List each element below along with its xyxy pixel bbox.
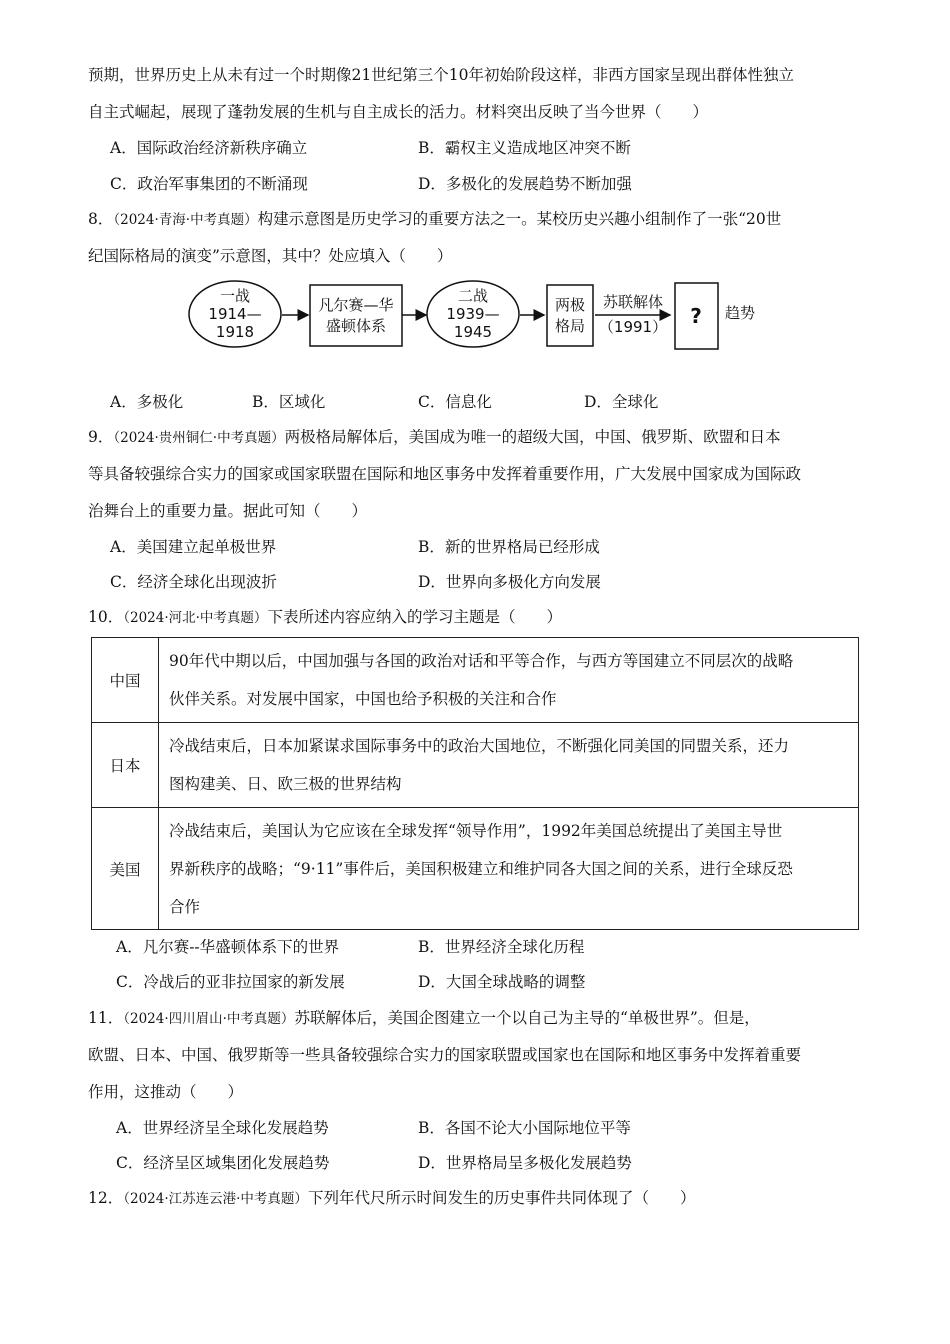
- usa-text-line-3: 合作: [169, 897, 201, 916]
- row-content-japan: [159, 723, 859, 808]
- bipolar-box: [547, 285, 593, 346]
- q8-option-d[interactable]: D．全球化: [584, 393, 659, 411]
- q7-option-b[interactable]: B．霸权主义造成地区冲突不断: [418, 139, 631, 157]
- japan-text-line-1: 冷战结束后，日本加紧谋求国际事务中的政治大国地位，不断强化同美国的同盟关系，还力: [169, 737, 790, 755]
- q9-option-c[interactable]: C．经济全球化出现波折: [110, 573, 277, 591]
- q9-option-d[interactable]: D．世界向多极化方向发展: [418, 573, 601, 591]
- q12-number: 12．: [88, 1189, 124, 1207]
- q8-stem-text: 构建示意图是历史学习的重要方法之一。某校历史兴趣小组制作了一张“20世: [257, 210, 782, 228]
- china-text-line-1: 90年代中期以后，中国加强与各国的政治对话和平等合作，与西方等国建立不同层次的战略: [169, 652, 794, 670]
- q8-timeline-diagram: [185, 278, 775, 354]
- bipolar-line-1: 两极: [554, 296, 586, 314]
- ww1-label: 一战: [219, 287, 251, 305]
- q10-stem-text: 下表所述内容应纳入的学习主题是（ ）: [267, 608, 562, 626]
- versailles-washington-line-1: 凡尔赛—华: [318, 296, 394, 314]
- q10-source: （2024·河北·中考真题）: [123, 610, 268, 626]
- q7-option-a[interactable]: A．国际政治经济新秩序确立: [110, 139, 308, 157]
- trend-label: 趋势: [725, 304, 756, 322]
- q10-number: 10．: [88, 608, 124, 626]
- q11-option-b[interactable]: B．各国不论大小国际地位平等: [418, 1119, 631, 1137]
- q9-stem-line-3: 治舞台上的重要力量。据此可知（ ）: [88, 502, 368, 520]
- q9-source: （2024·贵州铜仁·中考真题）: [113, 430, 285, 446]
- q8-option-c[interactable]: C．信息化: [418, 393, 492, 411]
- q8-stem-line-1: [88, 207, 781, 229]
- q9-option-a[interactable]: A．美国建立起单极世界: [110, 538, 277, 556]
- q9-number: 9．: [88, 428, 114, 446]
- ww2-start-year: 1939—: [446, 305, 500, 323]
- q10-table: [91, 637, 859, 930]
- table-row: [92, 638, 859, 723]
- q11-option-c[interactable]: C．经济呈区域集团化发展趋势: [116, 1154, 330, 1172]
- q10-option-c[interactable]: C．冷战后的亚非拉国家的新发展: [116, 973, 345, 991]
- q7-stem-line-2: 自主式崛起，展现了蓬勃发展的生机与自主成长的活力。材料突出反映了当今世界（ ）: [88, 103, 709, 121]
- q8-option-b[interactable]: B．区域化: [252, 393, 326, 411]
- q8-stem-line-2: 纪国际格局的演变”示意图，其中？处应填入（ ）: [88, 247, 453, 265]
- ww2-label: 二战: [457, 287, 489, 305]
- q10-option-b[interactable]: B．世界经济全球化历程: [418, 938, 585, 956]
- q11-stem-line-3: 作用，这推动（ ）: [88, 1083, 244, 1101]
- versailles-washington-box: [310, 285, 402, 346]
- ww2-end-year: 1945: [453, 323, 493, 341]
- q11-stem-line-1: [88, 1006, 760, 1028]
- ww1-start-year: 1914—: [208, 305, 262, 323]
- q7-option-d[interactable]: D．多极化的发展趋势不断加强: [418, 175, 632, 193]
- q8-number: 8．: [88, 210, 114, 228]
- soviet-collapse-year: （1991）: [598, 318, 668, 336]
- q10-option-d[interactable]: D．大国全球战略的调整: [418, 973, 586, 991]
- q7-stem-line-1: 预期，世界历史上从未有过一个时期像21世纪第三个10年初始阶段这样，非西方国家呈现出群体性独立: [88, 66, 794, 84]
- q10-option-a[interactable]: A．凡尔赛--华盛顿体系下的世界: [116, 938, 340, 956]
- question-mark: ?: [690, 304, 702, 328]
- q12-stem-line-1: [88, 1186, 695, 1208]
- table-row: [92, 723, 859, 808]
- q9-stem-line-2: 等具备较强综合实力的国家或国家联盟在国际和地区事务中发挥着重要作用，广大发展中国家成为国际政: [88, 465, 802, 483]
- q8-option-a[interactable]: A．多极化: [110, 393, 184, 411]
- q12-source: （2024·江苏连云港·中考真题）: [123, 1191, 308, 1207]
- q9-option-b[interactable]: B．新的世界格局已经形成: [418, 538, 600, 556]
- row-country-china: 中国: [92, 638, 159, 723]
- q11-stem-text: 苏联解体后，美国企图建立一个以自己为主导的“单极世界”。但是，: [294, 1009, 760, 1027]
- q11-source: （2024·四川眉山·中考真题）: [123, 1011, 295, 1027]
- q11-stem-line-2: 欧盟、日本、中国、俄罗斯等一些具备较强综合实力的国家联盟或国家也在国际和地区事务中发挥着重要: [88, 1046, 802, 1064]
- q12-stem-text: 下列年代尺所示时间发生的历史事件共同体现了（ ）: [307, 1189, 696, 1207]
- ww1-end-year: 1918: [215, 323, 255, 341]
- usa-text-line-1: 冷战结束后，美国认为它应该在全球发挥“领导作用”，1992年美国总统提出了美国主导世: [169, 821, 783, 840]
- japan-text-line-2: 图构建美、日、欧三极的世界结构: [169, 775, 402, 793]
- q9-stem-line-1: [88, 425, 781, 447]
- row-country-japan: 日本: [92, 723, 159, 808]
- q9-stem-text: 两极格局解体后，美国成为唯一的超级大国，中国、俄罗斯、欧盟和日本: [284, 428, 781, 446]
- table-row: [92, 808, 859, 930]
- q11-option-a[interactable]: A．世界经济呈全球化发展趋势: [116, 1119, 329, 1137]
- soviet-collapse-label: 苏联解体: [602, 293, 664, 311]
- row-country-usa: 美国: [92, 808, 159, 930]
- row-content-usa: [159, 808, 859, 930]
- q11-number: 11．: [88, 1009, 124, 1027]
- bipolar-line-2: 格局: [554, 317, 586, 335]
- china-text-line-2: 伙伴关系。对发展中国家，中国也给予积极的关注和合作: [169, 690, 557, 708]
- row-content-china: [159, 638, 859, 723]
- q10-stem-line-1: [88, 605, 562, 627]
- q11-option-d[interactable]: D．世界格局呈多极化发展趋势: [418, 1154, 632, 1172]
- q8-source: （2024·青海·中考真题）: [113, 212, 258, 228]
- usa-text-line-2: 界新秩序的战略；“9·11”事件后，美国积极建立和维护同各大国之间的关系，进行全球反恐: [169, 859, 793, 878]
- versailles-washington-line-2: 盛顿体系: [325, 317, 387, 335]
- q7-option-c[interactable]: C．政治军事集团的不断涌现: [110, 175, 308, 193]
